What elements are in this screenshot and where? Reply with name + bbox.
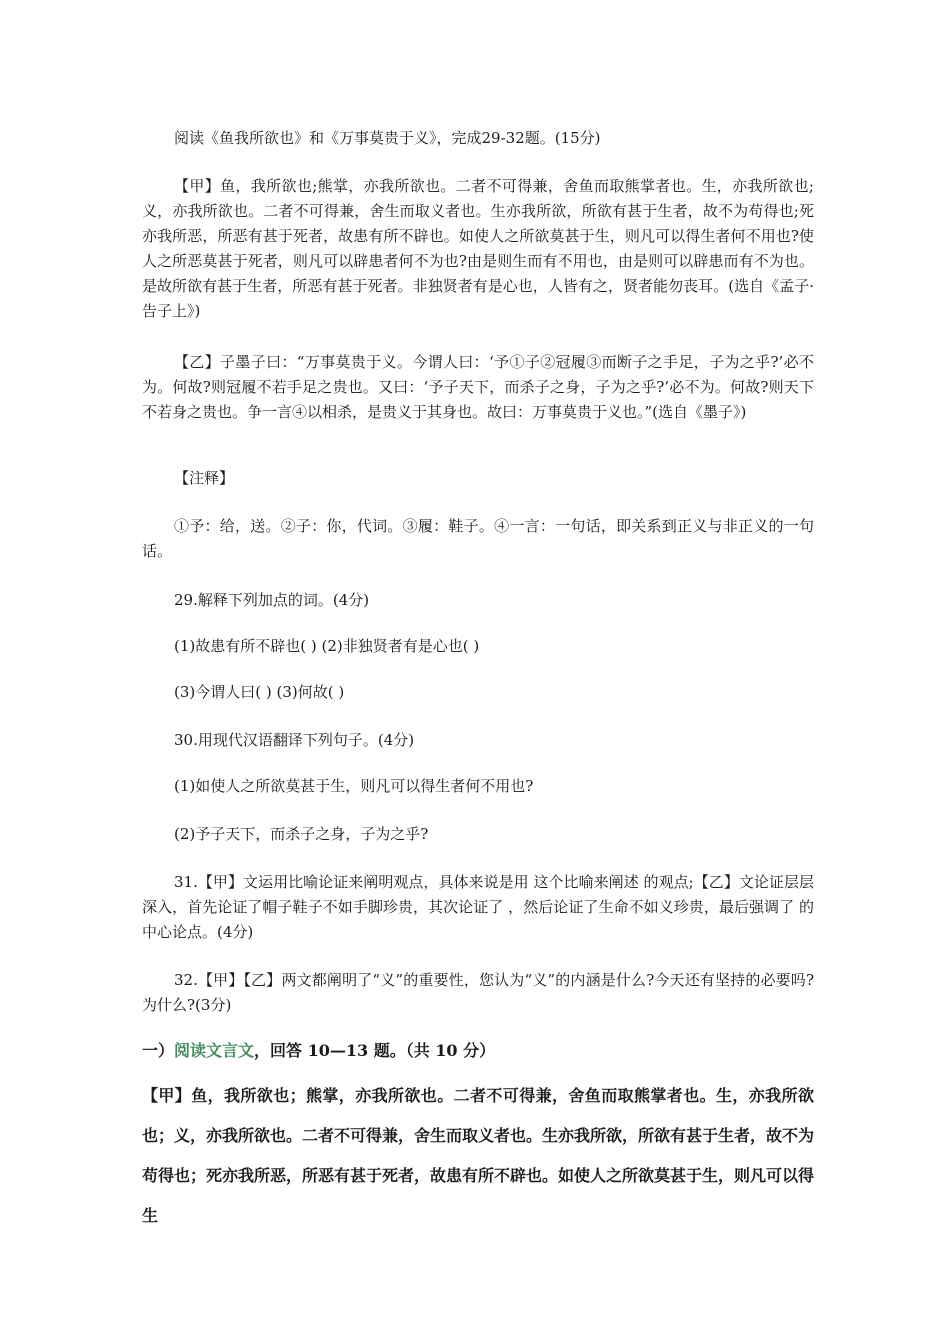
question-32: 32.【甲】【乙】两文都阐明了“义”的重要性，您认为“义”的内涵是什么?今天还有坚持的必要吗?为什么?(3分) — [142, 971, 814, 1014]
question-29-line-2: (3)今谓人曰( ) (3)何故( ) — [174, 683, 345, 701]
section-2-title-main: 阅读文言文 — [174, 1041, 255, 1060]
passage-jia: 【甲】鱼，我所欲也;熊掌，亦我所欲也。二者不可得兼，舍鱼而取熊掌者也。生，亦我所欲也;义，亦我所欲也。二者不可得兼，舍生而取义者也。生亦我所欲，所欲有甚于生者，故不为苟得也;死亦我所恶，所恶有甚于死者，故患有所不辟也。如使人之所欲莫甚于生，则凡可以得生者何不用也?使人之所恶莫甚于死者，则凡可以辟患者何不为也?由是则生而有不用也，由是则可以辟患而有不为也。是故所欲有甚于生者，所恶有甚于死者。非独贤者有是心也，人皆有之，贤者能勿丧耳。(选自《孟子·告子上》) — [142, 177, 814, 320]
notes-title: 【注释】 — [174, 469, 235, 487]
reading-intro: 阅读《鱼我所欲也》和《万事莫贵于义》，完成29-32题。(15分) — [174, 129, 601, 147]
notes-text: ①予：给，送。②子：你，代词。③履：鞋子。④一言：一句话，即关系到正义与非正义的一句话。 — [142, 517, 814, 560]
section-2-title-rest: ，回答 10—13 题。（共 10 分） — [254, 1041, 496, 1060]
question-30-line-1: (1)如使人之所欲莫甚于生，则凡可以得生者何不用也? — [174, 777, 534, 795]
question-31: 31.【甲】文运用比喻论证来阐明观点，具体来说是用 这个比喻来阐述 的观点;【乙】文论证层层深入，首先论证了帽子鞋子不如手脚珍贵，其次论证了 ，然后论证了生命不如义珍贵，最后强调了 的中心论点。(4分) — [142, 873, 814, 941]
section-2-title-prefix: 一） — [142, 1041, 175, 1060]
section-2-passage: 【甲】鱼，我所欲也；熊掌，亦我所欲也。二者不可得兼，舍鱼而取熊掌者也。生，亦我所欲也；义，亦我所欲也。二者不可得兼，舍生而取义者也。生亦我所欲，所欲有甚于生者，故不为苟得也；死亦我所恶，所恶有甚于死者，故患有所不辟也。如使人之所欲莫甚于生，则凡可以得生 — [142, 1086, 815, 1225]
section-2-title — [142, 1038, 814, 1064]
passage-yi: 【乙】子墨子曰：“万事莫贵于义。今谓人曰：‘予①子②冠履③而断子之手足，子为之乎?’必不为。何故?则冠履不若手足之贵也。又曰：‘予子天下，而杀子之身，子为之乎?’必不为。何故?则天下不若身之贵也。争一言④以相杀，是贵义于其身也。故曰：万事莫贵于义也。”(选自《墨子》) — [142, 353, 814, 421]
question-29-line-1: (1)故患有所不辟也( ) (2)非独贤者有是心也( ) — [174, 637, 480, 655]
question-29: 29.解释下列加点的词。(4分) — [174, 591, 370, 609]
question-30: 30.用现代汉语翻译下列句子。(4分) — [174, 731, 415, 749]
question-30-line-2: (2)予子天下，而杀子之身，子为之乎? — [174, 825, 429, 843]
